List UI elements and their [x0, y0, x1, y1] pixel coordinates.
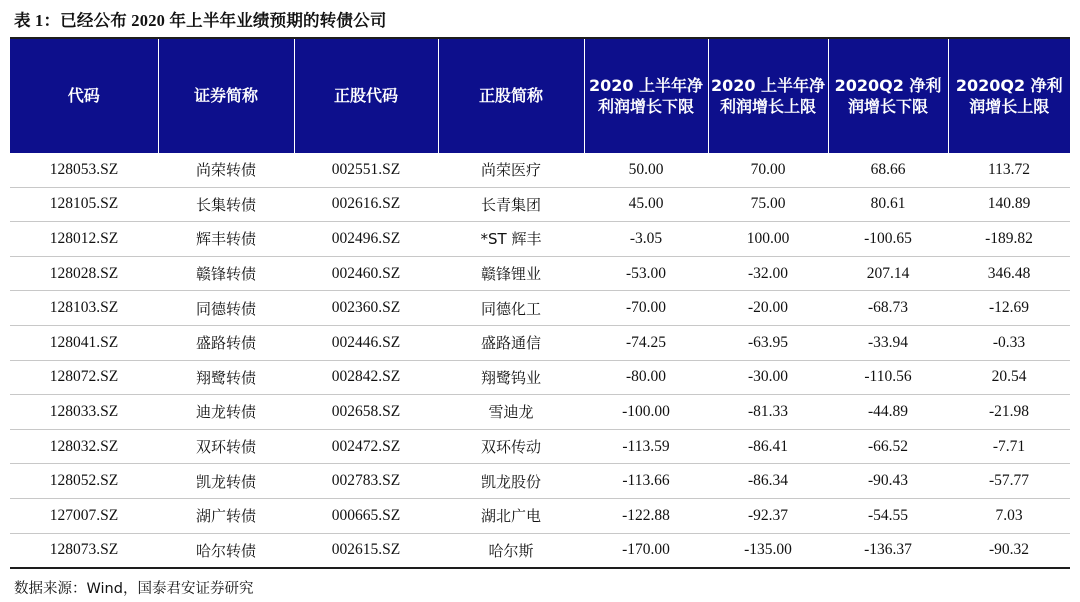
cell-stock-code: 002842.SZ	[294, 360, 438, 395]
cell-bond-name: 双环转债	[158, 429, 294, 464]
cell-bond-name: 盛路转债	[158, 325, 294, 360]
cell-q2-lower: -44.89	[828, 395, 948, 430]
cell-h1-lower: -100.00	[584, 395, 708, 430]
cell-stock-code: 002446.SZ	[294, 325, 438, 360]
cell-stock-code: 000665.SZ	[294, 498, 438, 533]
cell-h1-lower: -80.00	[584, 360, 708, 395]
table-row	[10, 395, 1070, 430]
cell-stock-name: 哈尔斯	[488, 541, 534, 560]
table-row	[10, 360, 1070, 395]
cell-h1-lower: -170.00	[622, 541, 670, 559]
table-row	[10, 464, 1070, 499]
cell-bond-name: 迪龙转债	[158, 395, 294, 430]
cell-q2-lower: -90.43	[828, 464, 948, 499]
column-header-code: 代码	[10, 39, 158, 153]
table-row	[10, 222, 1070, 257]
cell-stock-name: 同德化工	[438, 291, 584, 326]
cell-h1-upper: -81.33	[708, 395, 828, 430]
cell-q2-lower: -100.65	[828, 222, 948, 257]
cell-bond-name: 翔鹭转债	[158, 360, 294, 395]
cell-stock-name: *ST 辉丰	[438, 222, 584, 257]
cell-code: 128032.SZ	[10, 429, 158, 464]
cell-h1-lower: -113.66	[584, 464, 708, 499]
cell-stock-code: 002360.SZ	[294, 291, 438, 326]
cell-h1-lower: -122.88	[584, 498, 708, 533]
cell-h1-lower: 45.00	[584, 187, 708, 222]
cell-q2-upper: -0.33	[948, 325, 1070, 360]
cell-stock-code: 002460.SZ	[294, 256, 438, 291]
cell-q2-lower: 207.14	[828, 256, 948, 291]
cell-q2-lower: 68.66	[828, 153, 948, 187]
cell-code: 127007.SZ	[10, 498, 158, 533]
cell-h1-upper: 75.00	[708, 187, 828, 222]
cell-stock-name: 长青集团	[438, 187, 584, 222]
cell-bond-name: 辉丰转债	[158, 222, 294, 257]
table-row	[10, 187, 1070, 222]
table-body	[10, 153, 1070, 567]
cell-bond-name: 长集转债	[158, 187, 294, 222]
column-header-h1-profit-growth-lower: 2020 上半年净利润增长下限	[584, 39, 708, 153]
cell-h1-upper: -30.00	[708, 360, 828, 395]
column-header-stock-code: 正股代码	[294, 39, 438, 153]
cell-bond-name: 凯龙转债	[158, 464, 294, 499]
table-title: 表 1：已经公布 2020 年上半年业绩预期的转债公司	[14, 11, 387, 30]
cell-stock-code: 002551.SZ	[294, 153, 438, 187]
source-note: 数据来源：Wind，国泰君安证券研究	[14, 581, 254, 598]
cell-stock-code: 002616.SZ	[294, 187, 438, 222]
cell-q2-upper: -7.71	[948, 429, 1070, 464]
cell-q2-lower: -110.56	[828, 360, 948, 395]
cell-q2-upper: 20.54	[948, 360, 1070, 395]
cell-q2-lower: -66.52	[828, 429, 948, 464]
cell-stock-name: 赣锋锂业	[438, 256, 584, 291]
cell-code: 128041.SZ	[10, 325, 158, 360]
cell-code: 128028.SZ	[10, 256, 158, 291]
cell-stock-code: 002472.SZ	[294, 429, 438, 464]
cell-q2-lower: -54.55	[828, 498, 948, 533]
cell-h1-lower: -113.59	[584, 429, 708, 464]
cell-q2-lower: -68.73	[828, 291, 948, 326]
cell-h1-lower: -74.25	[584, 325, 708, 360]
cell-stock-name: 双环传动	[438, 429, 584, 464]
cell-bond-name: 同德转债	[158, 291, 294, 326]
cell-bond-name: 湖广转债	[158, 498, 294, 533]
table-header	[10, 39, 1070, 153]
table-row	[10, 533, 1070, 567]
cell-h1-lower: -70.00	[584, 291, 708, 326]
cell-code: 128012.SZ	[10, 222, 158, 257]
cell-stock-code: 002615.SZ	[331, 541, 401, 559]
cell-h1-upper: -63.95	[708, 325, 828, 360]
cell-q2-upper: -21.98	[948, 395, 1070, 430]
cell-code: 128052.SZ	[10, 464, 158, 499]
cell-h1-upper: -86.41	[708, 429, 828, 464]
cell-code: 128105.SZ	[10, 187, 158, 222]
cell-code: 128103.SZ	[10, 291, 158, 326]
cell-q2-upper: 346.48	[948, 256, 1070, 291]
column-header-bond-name: 证券简称	[158, 39, 294, 153]
cell-h1-upper: -20.00	[708, 291, 828, 326]
cell-stock-name: 盛路通信	[438, 325, 584, 360]
column-header-q2-profit-growth-lower: 2020Q2 净利润增长下限	[828, 39, 948, 153]
cell-stock-name: 湖北广电	[438, 498, 584, 533]
cell-q2-upper: -189.82	[948, 222, 1070, 257]
cell-h1-upper: -86.34	[708, 464, 828, 499]
column-header-h1-profit-growth-upper: 2020 上半年净利润增长上限	[708, 39, 828, 153]
table-row	[10, 256, 1070, 291]
cell-stock-name: 尚荣医疗	[438, 153, 584, 187]
cell-bond-name: 尚荣转债	[158, 153, 294, 187]
cell-q2-upper: 113.72	[948, 153, 1070, 187]
cell-q2-upper: -12.69	[948, 291, 1070, 326]
table-header-row	[10, 39, 1070, 153]
cell-stock-name: 凯龙股份	[438, 464, 584, 499]
column-header-stock-name: 正股简称	[438, 39, 584, 153]
cell-bond-name: 哈尔转债	[195, 541, 256, 560]
cell-stock-name: 雪迪龙	[438, 395, 584, 430]
cell-q2-lower: -33.94	[828, 325, 948, 360]
cell-q2-upper: 7.03	[948, 498, 1070, 533]
cell-q2-lower: -136.37	[864, 541, 912, 559]
earnings-forecast-table	[10, 39, 1070, 567]
cell-code: 128073.SZ	[49, 541, 119, 559]
cell-code: 128072.SZ	[10, 360, 158, 395]
cell-q2-lower: 80.61	[828, 187, 948, 222]
cell-code: 128053.SZ	[10, 153, 158, 187]
cell-h1-lower: 50.00	[584, 153, 708, 187]
cell-stock-name: 翔鹭钨业	[438, 360, 584, 395]
table-row	[10, 429, 1070, 464]
cell-h1-upper: -92.37	[708, 498, 828, 533]
cell-q2-upper: -57.77	[948, 464, 1070, 499]
cell-q2-upper: 140.89	[948, 187, 1070, 222]
cell-h1-lower: -3.05	[584, 222, 708, 257]
column-header-q2-profit-growth-upper: 2020Q2 净利润增长上限	[948, 39, 1070, 153]
cell-q2-upper: -90.32	[988, 541, 1030, 559]
cell-stock-code: 002496.SZ	[294, 222, 438, 257]
cell-h1-lower: -53.00	[584, 256, 708, 291]
cell-stock-code: 002658.SZ	[294, 395, 438, 430]
cell-h1-upper: 100.00	[708, 222, 828, 257]
cell-bond-name: 赣锋转债	[158, 256, 294, 291]
cell-code: 128033.SZ	[10, 395, 158, 430]
cell-h1-upper: -135.00	[744, 541, 792, 559]
table-row	[10, 498, 1070, 533]
cell-h1-upper: -32.00	[708, 256, 828, 291]
table-row	[10, 325, 1070, 360]
table-row	[10, 153, 1070, 187]
cell-h1-upper: 70.00	[708, 153, 828, 187]
cell-stock-code: 002783.SZ	[294, 464, 438, 499]
table-row	[10, 291, 1070, 326]
